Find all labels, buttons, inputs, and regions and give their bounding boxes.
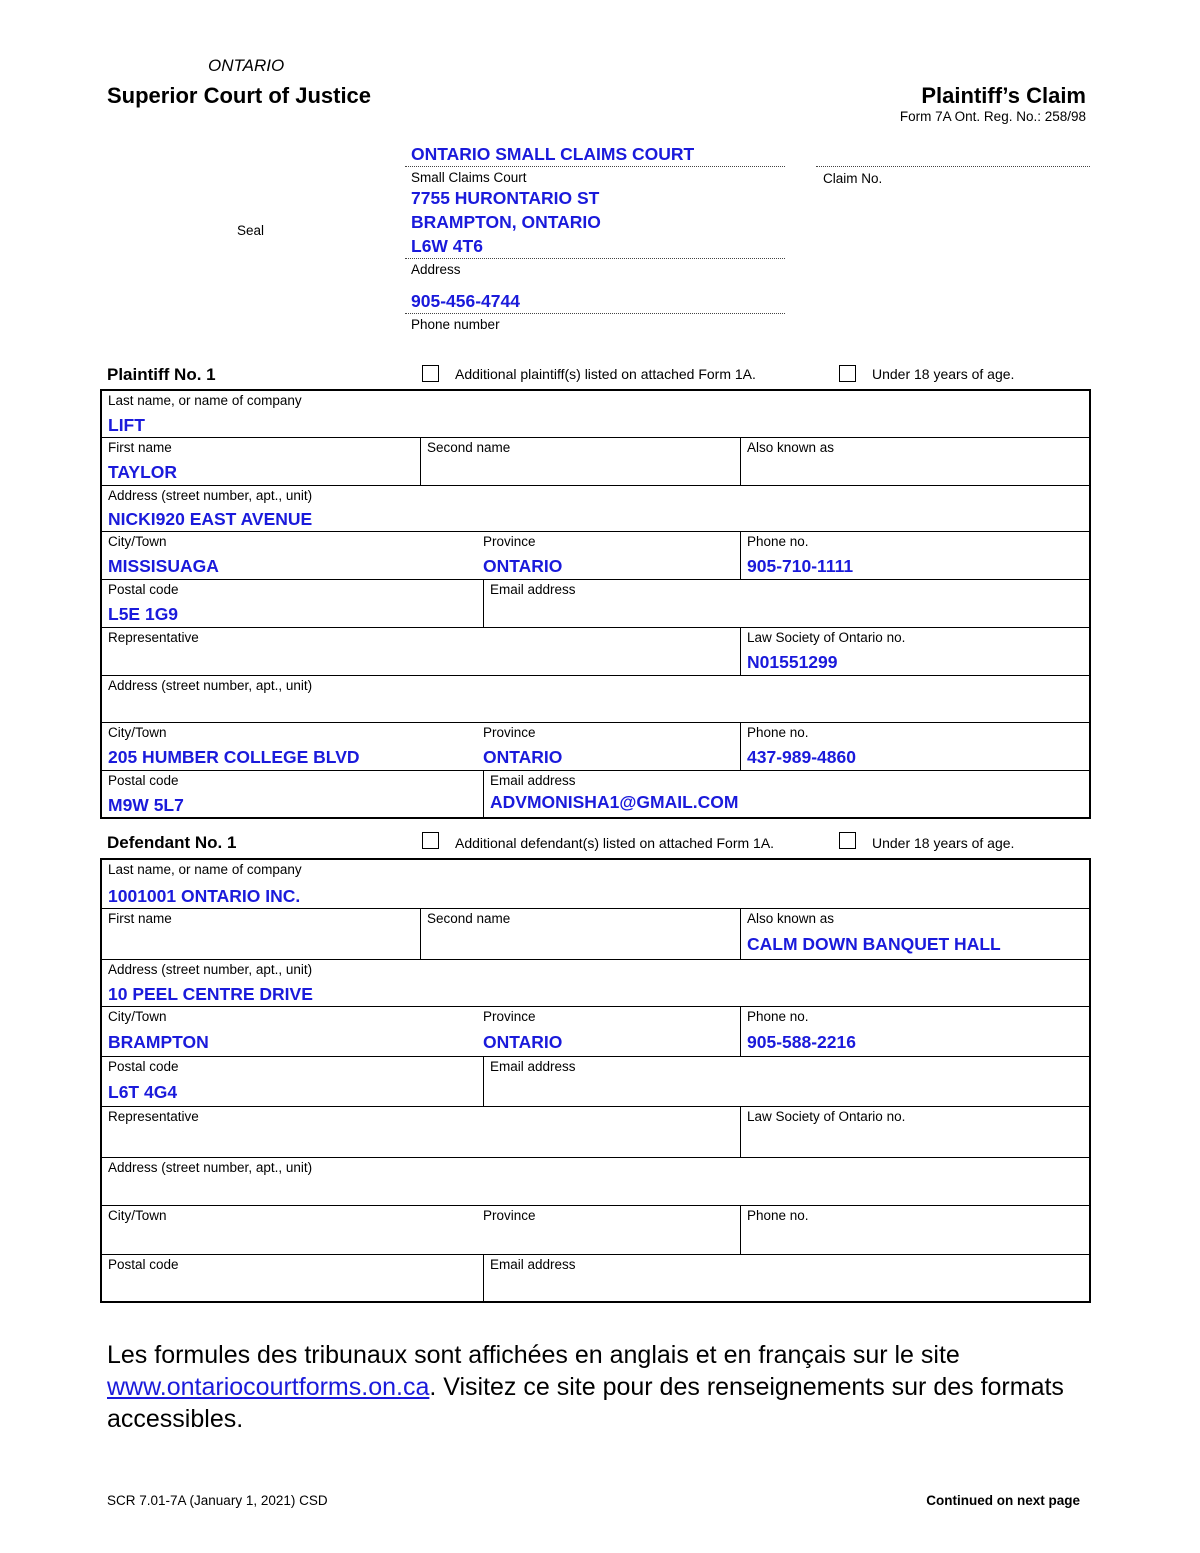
lastname-label: Last name, or name of company	[108, 393, 302, 408]
plaintiff-row-rep-city	[102, 722, 1089, 770]
plaintiff-firstname-value[interactable]: TAYLOR	[108, 462, 178, 482]
plaintiff-city-value[interactable]: MISSISUAGA	[108, 556, 219, 576]
plaintiff-secondname-cell[interactable]	[420, 438, 740, 486]
plaintiff-firstname-cell[interactable]	[102, 438, 420, 486]
plaintiff-phone-cell[interactable]	[740, 532, 1089, 579]
d-rep-label: Representative	[108, 1109, 199, 1124]
postal-label: Postal code	[108, 582, 179, 597]
plaintiff-aka-cell[interactable]	[740, 438, 1089, 486]
claim-no-label: Claim No.	[823, 171, 883, 186]
d-aka-label: Also known as	[747, 911, 835, 926]
d-rep-province-label: Province	[483, 1208, 536, 1223]
defendant-postal-cell[interactable]	[102, 1057, 483, 1107]
province-label: Province	[483, 534, 536, 549]
plaintiff-row-rep	[102, 627, 1089, 675]
defendant-rep-city-cell[interactable]	[102, 1206, 477, 1255]
city-label: City/Town	[108, 534, 167, 549]
plaintiff-city-cell[interactable]	[102, 532, 483, 579]
defendant-row-rep-postal	[102, 1254, 1089, 1301]
defendant-row-names	[102, 908, 1089, 959]
plaintiff-rep-phone-cell[interactable]	[740, 723, 1089, 770]
d-city-label: City/Town	[108, 1009, 167, 1024]
plaintiff-lastname-value[interactable]: LIFT	[108, 415, 145, 435]
defendant-rep-address-cell[interactable]	[102, 1158, 1089, 1205]
defendant-rep-province-cell[interactable]	[477, 1206, 740, 1255]
aka-label: Also known as	[747, 440, 835, 455]
plaintiff-rep-city-cell[interactable]	[102, 723, 477, 770]
plaintiff-row-rep-postal	[102, 770, 1089, 817]
court-address-line3[interactable]: L6W 4T6	[411, 236, 483, 256]
plaintiff-lso-cell[interactable]	[740, 628, 1089, 675]
plaintiff-row-lastname	[102, 391, 1089, 438]
defendant-email-cell[interactable]	[483, 1057, 1089, 1107]
d-firstname-label: First name	[108, 911, 172, 926]
defendant-firstname-cell[interactable]	[102, 909, 420, 959]
d-lso-label: Law Society of Ontario no.	[747, 1109, 906, 1124]
plaintiff-lso-value[interactable]: N01551299	[747, 652, 838, 672]
secondname-label: Second name	[427, 440, 511, 455]
plaintiff-grid	[100, 389, 1091, 819]
defendant-lastname-value[interactable]: 1001001 ONTARIO INC.	[108, 886, 301, 906]
rep-postal-label: Postal code	[108, 773, 179, 788]
plaintiff-phone-value[interactable]: 905-710-1111	[747, 556, 854, 576]
phone-field-label: Phone no.	[747, 534, 809, 549]
rep-label: Representative	[108, 630, 199, 645]
defendant-row-address	[102, 959, 1089, 1006]
court-forms-link[interactable]: www.ontariocourtforms.on.ca	[107, 1373, 430, 1401]
d-postal-label: Postal code	[108, 1059, 179, 1074]
address-field-label: Address (street number, apt., unit)	[108, 488, 313, 503]
plaintiff-province-value[interactable]: ONTARIO	[483, 556, 563, 576]
d-rep-phone-label: Phone no.	[747, 1208, 809, 1223]
form-regulation: Form 7A Ont. Reg. No.: 258/98	[899, 109, 1086, 124]
plaintiff-address-value[interactable]: NICKI920 EAST AVENUE	[108, 509, 313, 529]
additional-plaintiffs-label: Additional plaintiff(s) listed on attached Form 1A.	[455, 366, 756, 382]
additional-defendants-label: Additional defendant(s) listed on attached Form 1A.	[455, 835, 775, 851]
form-title: Plaintiff’s Claim	[921, 83, 1086, 108]
d-province-label: Province	[483, 1009, 536, 1024]
defendant-under18-checkbox[interactable]	[839, 832, 856, 849]
plaintiff-postal-value[interactable]: L5E 1G9	[108, 604, 179, 624]
plaintiff-rep-province-value[interactable]: ONTARIO	[483, 747, 563, 767]
phone-line	[405, 313, 785, 314]
d-lastname-label: Last name, or name of company	[108, 862, 302, 877]
d-phone-label: Phone no.	[747, 1009, 809, 1024]
court-name-label: Small Claims Court	[411, 170, 527, 185]
plaintiff-postal-cell[interactable]	[102, 580, 483, 628]
d-secondname-label: Second name	[427, 911, 511, 926]
plaintiff-email-cell[interactable]	[483, 580, 1089, 628]
form-code: SCR 7.01-7A (January 1, 2021) CSD	[107, 1493, 328, 1508]
additional-defendants-checkbox[interactable]	[422, 832, 439, 849]
plaintiff-rep-email-cell[interactable]	[483, 771, 1089, 817]
plaintiff-row-postal	[102, 579, 1089, 628]
defendant-row-city	[102, 1006, 1089, 1057]
plaintiff-row-address	[102, 485, 1089, 532]
d-rep-postal-label: Postal code	[108, 1257, 179, 1272]
defendant-title: Defendant No. 1	[107, 833, 237, 852]
d-email-label: Email address	[490, 1059, 576, 1074]
d-rep-email-label: Email address	[490, 1257, 576, 1272]
defendant-aka-cell[interactable]	[740, 909, 1089, 959]
defendant-lastname-cell[interactable]	[102, 860, 1089, 909]
plaintiff-rep-city-value[interactable]: 205 HUMBER COLLEGE BLVD	[108, 747, 360, 767]
plaintiff-row-rep-address	[102, 675, 1089, 723]
court-title: Superior Court of Justice	[107, 83, 372, 108]
defendant-phone-value[interactable]: 905-588-2216	[747, 1032, 856, 1052]
defendant-row-rep-city	[102, 1205, 1089, 1255]
defendant-rep-cell[interactable]	[102, 1107, 740, 1157]
plaintiff-rep-cell[interactable]	[102, 628, 740, 675]
firstname-label: First name	[108, 440, 172, 455]
court-address-line2[interactable]: BRAMPTON, ONTARIO	[411, 212, 601, 232]
plaintiff-row-names	[102, 437, 1089, 486]
email-label: Email address	[490, 582, 576, 597]
court-name-line	[405, 166, 785, 167]
address-line	[405, 258, 785, 259]
additional-plaintiffs-checkbox[interactable]	[422, 365, 439, 382]
notice-text-1: Les formules des tribunaux sont affichées en anglais et en français sur le site	[107, 1341, 960, 1369]
jurisdiction: ONTARIO	[208, 56, 285, 75]
plaintiff-rep-province-cell[interactable]	[477, 723, 740, 770]
d-rep-city-label: City/Town	[108, 1208, 167, 1223]
defendant-row-rep-address	[102, 1157, 1089, 1205]
d-rep-address-label: Address (street number, apt., unit)	[108, 1160, 313, 1175]
address-label: Address	[411, 262, 461, 277]
notice-text-2: . Visitez ce site pour des renseignements sur des formats accessibles.	[107, 1373, 1064, 1433]
plaintiff-province-cell[interactable]	[477, 532, 740, 579]
plaintiff-row-city	[102, 531, 1089, 579]
plaintiff-rep-email-value[interactable]: ADVMONISHA1@GMAIL.COM	[490, 792, 739, 812]
defendant-phone-cell[interactable]	[740, 1007, 1089, 1057]
defendant-aka-value[interactable]: CALM DOWN BANQUET HALL	[747, 934, 1001, 954]
claim-no-line[interactable]	[816, 166, 1090, 167]
rep-phone-label: Phone no.	[747, 725, 809, 740]
defendant-rep-email-cell[interactable]	[483, 1255, 1089, 1301]
plaintiff-under18-checkbox[interactable]	[839, 365, 856, 382]
rep-city-label: City/Town	[108, 725, 167, 740]
defendant-city-cell[interactable]	[102, 1007, 477, 1057]
defendant-rep-postal-cell[interactable]	[102, 1255, 483, 1301]
plaintiff-lastname-cell[interactable]	[102, 391, 1089, 438]
defendant-grid	[100, 858, 1091, 1303]
plaintiff-under18-label: Under 18 years of age.	[872, 366, 1015, 382]
plaintiff-address-cell[interactable]	[102, 486, 1089, 532]
plaintiff-rep-postal-cell[interactable]	[102, 771, 483, 817]
seal-label: Seal	[237, 223, 265, 238]
plaintiff-rep-postal-value[interactable]: M9W 5L7	[108, 795, 184, 815]
rep-province-label: Province	[483, 725, 536, 740]
defendant-lso-cell[interactable]	[740, 1107, 1089, 1157]
plaintiff-rep-phone-value[interactable]: 437-989-4860	[747, 747, 856, 767]
defendant-rep-phone-cell[interactable]	[740, 1206, 1089, 1255]
defendant-province-value[interactable]: ONTARIO	[483, 1032, 563, 1052]
d-address-label: Address (street number, apt., unit)	[108, 962, 313, 977]
plaintiff-title: Plaintiff No. 1	[107, 365, 216, 384]
language-notice	[107, 1339, 1087, 1435]
plaintiff-rep-address-cell[interactable]	[102, 676, 1089, 723]
defendant-city-value[interactable]: BRAMPTON	[108, 1032, 209, 1052]
defendant-secondname-cell[interactable]	[420, 909, 740, 959]
defendant-postal-value[interactable]: L6T 4G4	[108, 1082, 178, 1102]
defendant-row-postal	[102, 1056, 1089, 1107]
rep-email-label: Email address	[490, 773, 576, 788]
defendant-row-rep	[102, 1106, 1089, 1157]
defendant-province-cell[interactable]	[477, 1007, 740, 1057]
defendant-under18-label: Under 18 years of age.	[872, 835, 1015, 851]
court-address-line1[interactable]: 7755 HURONTARIO ST	[411, 188, 600, 208]
continued-label: Continued on next page	[926, 1493, 1080, 1508]
rep-address-label: Address (street number, apt., unit)	[108, 678, 313, 693]
phone-label: Phone number	[411, 317, 500, 332]
defendant-address-value[interactable]: 10 PEEL CENTRE DRIVE	[108, 984, 313, 1004]
defendant-address-cell[interactable]	[102, 960, 1089, 1006]
court-phone-value[interactable]: 905-456-4744	[411, 291, 520, 311]
lso-label: Law Society of Ontario no.	[747, 630, 906, 645]
court-name-value[interactable]: ONTARIO SMALL CLAIMS COURT	[411, 144, 695, 164]
defendant-row-lastname	[102, 860, 1089, 909]
